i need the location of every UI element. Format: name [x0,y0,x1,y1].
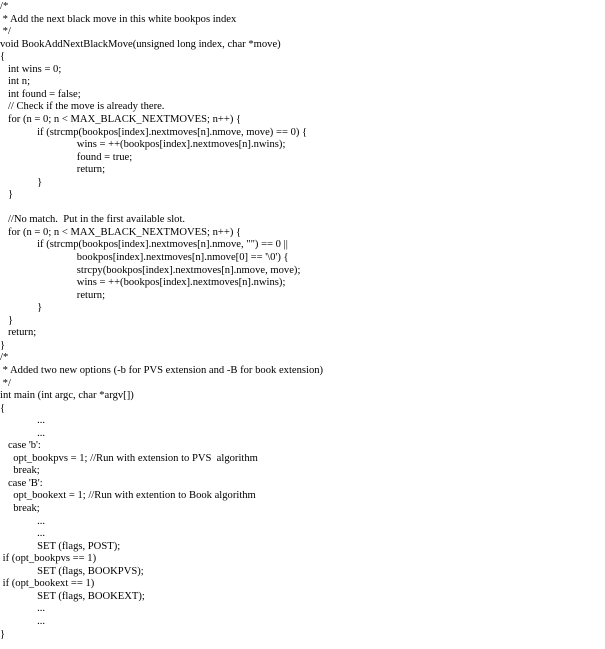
code-line: // Check if the move is already there. [0,101,165,113]
code-line: if (opt_bookpvs == 1) [0,553,97,565]
code-line: ... [0,415,46,427]
code-line: ... [0,427,46,439]
code-line: for (n = 0; n < MAX_BLACK_NEXTMOVES; n++) { [0,226,242,238]
code-line: wins = ++(bookpos[index].nextmoves[n].nwins); [0,277,286,289]
code-line: void BookAddNextBlackMove(unsigned long index, char *move) [0,38,281,50]
code-line: } [0,189,14,201]
code-line: ... [0,603,46,615]
code-line: } [0,176,43,188]
code-line: case 'b': [0,440,41,452]
code-line: * Added two new options (-b for PVS extension and -B for book extension) [0,364,324,376]
code-line: return; [0,164,106,176]
code-line: break; [0,465,40,477]
code-line: strcpy(bookpos[index].nextmoves[n].nmove, move); [0,264,301,276]
code-line: { [0,51,6,63]
code-line: int wins = 0; [0,63,62,75]
code-line: { [0,402,6,414]
code-line: ... [0,615,46,627]
code-line: SET (flags, POST); [0,540,121,552]
code-line: if (opt_bookext == 1) [0,578,95,590]
code-line: opt_bookpvs = 1; //Run with extension to PVS algorithm [0,452,258,464]
code-line: * Add the next black move in this white bookpos index [0,13,237,25]
code-line: for (n = 0; n < MAX_BLACK_NEXTMOVES; n++) { [0,113,242,125]
code-line: if (strcmp(bookpos[index].nextmoves[n].nmove, move) == 0) { [0,126,308,138]
code-line: */ [0,377,11,389]
code-line: wins = ++(bookpos[index].nextmoves[n].nwins); [0,139,286,151]
code-line: } [0,314,14,326]
code-line: opt_bookext = 1; //Run with extention to Book algorithm [0,490,256,502]
code-line: //No match. Put in the first available slot. [0,214,186,226]
code-line: ... [0,528,46,540]
code-line: } [0,339,6,351]
code-line: /* [0,352,9,364]
code-line: int main (int argc, char *argv[]) [0,390,134,402]
code-line: break; [0,503,40,514]
code-line: int n; [0,76,31,88]
code-line: /* [0,1,9,12]
code-line: return; [0,289,106,301]
code-line: } [0,628,6,640]
code-line: found = true; [0,151,133,163]
code-line: SET (flags, BOOKPVS); [0,565,144,577]
code-line: if (strcmp(bookpos[index].nextmoves[n].nmove, "") == 0 || [0,239,288,251]
code-line: SET (flags, BOOKEXT); [0,590,145,602]
code-line: return; [0,327,37,339]
code-line: } [0,302,43,314]
code-line: int found = false; [0,88,81,100]
code-line: */ [0,26,11,38]
code-line: bookpos[index].nextmoves[n].nmove[0] == '\0') { [0,252,289,263]
code-line: case 'B': [0,477,43,489]
code-line: ... [0,515,46,527]
